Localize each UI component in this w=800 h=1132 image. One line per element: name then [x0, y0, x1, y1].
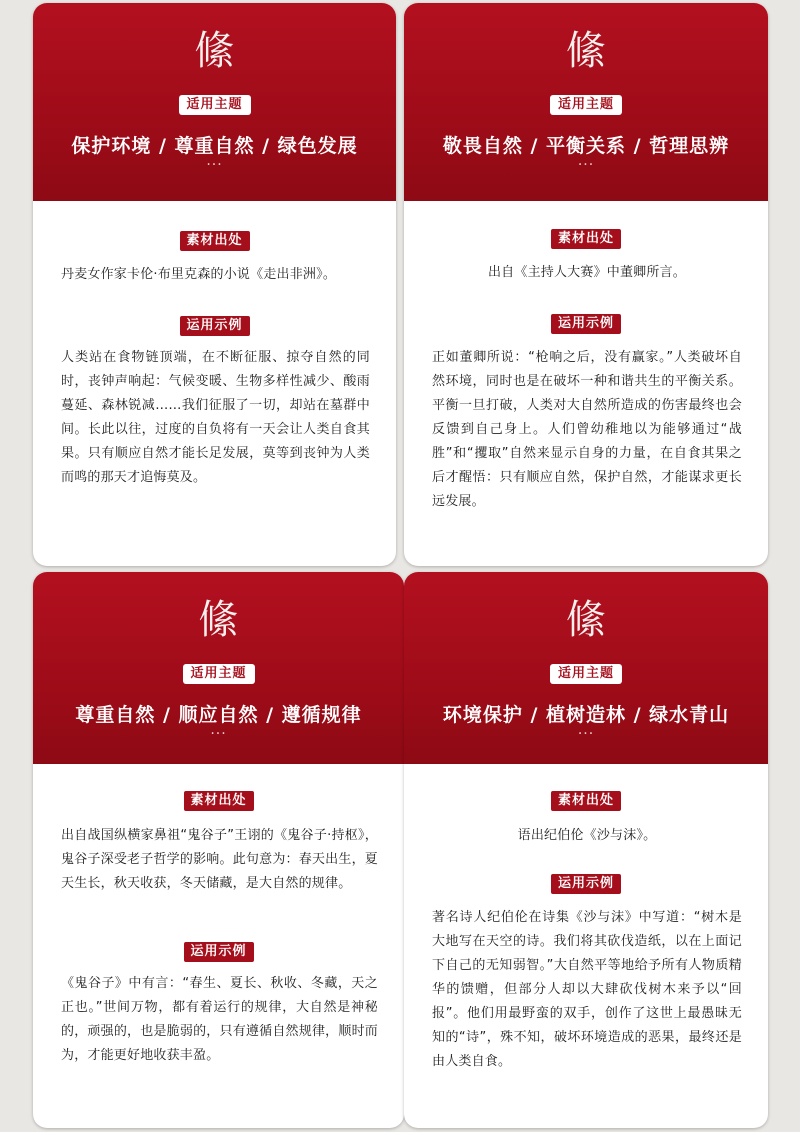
example-text: 正如董卿所说：“枪响之后，没有赢家。”人类破坏自然环境，同时也是在破坏一种和谐共生的平衡关系。平衡一旦打破，人类对大自然所造成的伤害最终也会反馈到自己身上。人们曾幼稚地以为能够通过“战胜”和“攫取”自然来显示自身的力量，在自食其果之后才醒悟：只有顺应自然，保护自然，才能谋求更长远发展。: [432, 350, 742, 509]
topic-label: 适用主题: [178, 95, 250, 115]
source-text: 出自《主持人大赛》中董卿所言。: [487, 265, 686, 280]
example-label: 运用示例: [179, 316, 249, 336]
ellipsis-icon: ···: [210, 726, 227, 742]
logo-icon: 絛: [566, 28, 606, 74]
card-header: [33, 3, 396, 201]
topic-label: 适用主题: [550, 664, 622, 684]
topics: 尊重自然 / 顺应自然 / 遵循规律: [75, 704, 362, 726]
card-header: [404, 572, 768, 764]
example-label: 运用示例: [551, 314, 621, 334]
logo-icon: 絛: [566, 597, 606, 643]
card-header: [33, 572, 404, 764]
ellipsis-icon: ···: [577, 157, 595, 173]
topic-label: 适用主题: [550, 95, 622, 115]
source-label: 素材出处: [551, 229, 621, 249]
source-text: 出自战国纵横家鼻祖“鬼谷子”王诩的《鬼谷子·持枢》，鬼谷子深受老子哲学的影响。此句意为：春天出生，夏天生长，秋天收获，冬天储藏，是大自然的规律。: [61, 828, 378, 891]
topics: 环境保护 / 植树造林 / 绿水青山: [442, 704, 730, 726]
example-label: 运用示例: [183, 942, 253, 962]
source-text: 语出纪伯伦《沙与沫》。: [517, 828, 657, 843]
example-text: 《鬼谷子》中有言：“春生、夏长、秋收、冬藏，天之正也。”世间万物，都有着运行的规律，大自然是神秘的，顽强的，也是脆弱的，只有遵循自然规律，顺时而为，才能更好地收获丰盈。: [61, 976, 378, 1063]
card-header: [404, 3, 768, 201]
card-3: [33, 572, 404, 1128]
example-text: 著名诗人纪伯伦在诗集《沙与沫》中写道：“树木是大地写在天空的诗。我们将其砍伐造纸，以在上面记下自己的无知弱智。”大自然平等地给予所有人物质精华的馈赠，但部分人却以大肆砍伐树木来予以“回报”。他们用最野蛮的双手，创作了这世上最愚昧无知的“诗”，殊不知，破坏环境造成的恶果，最终还是由人类自食。: [432, 910, 742, 1069]
ellipsis-icon: ···: [206, 157, 223, 173]
topic-label: 适用主题: [182, 664, 254, 684]
topics: 保护环境 / 尊重自然 / 绿色发展: [71, 135, 358, 157]
card-4: [404, 572, 768, 1128]
topics: 敬畏自然 / 平衡关系 / 哲理思辨: [442, 135, 730, 157]
source-label: 素材出处: [183, 791, 253, 811]
source-label: 素材出处: [551, 791, 621, 811]
card-2: [404, 3, 768, 566]
card-1: [33, 3, 396, 566]
logo-icon: 絛: [194, 28, 235, 74]
source-text: 丹麦女作家卡伦·布里克森的小说《走出非洲》。: [61, 267, 337, 282]
example-text: 人类站在食物链顶端，在不断征服、掠夺自然的同时，丧钟声响起：气候变暖、生物多样性减少、酸雨蔓延、森林锐减……我们征服了一切，却站在墓群中间。长此以往，过度的自负将有一天会让人类自食其果。只有顺应自然才能长足发展，莫等到丧钟为人类而鸣的那天才追悔莫及。: [61, 350, 370, 485]
logo-icon: 絛: [198, 597, 239, 643]
source-label: 素材出处: [179, 231, 249, 251]
ellipsis-icon: ···: [577, 726, 595, 742]
example-label: 运用示例: [551, 874, 621, 894]
